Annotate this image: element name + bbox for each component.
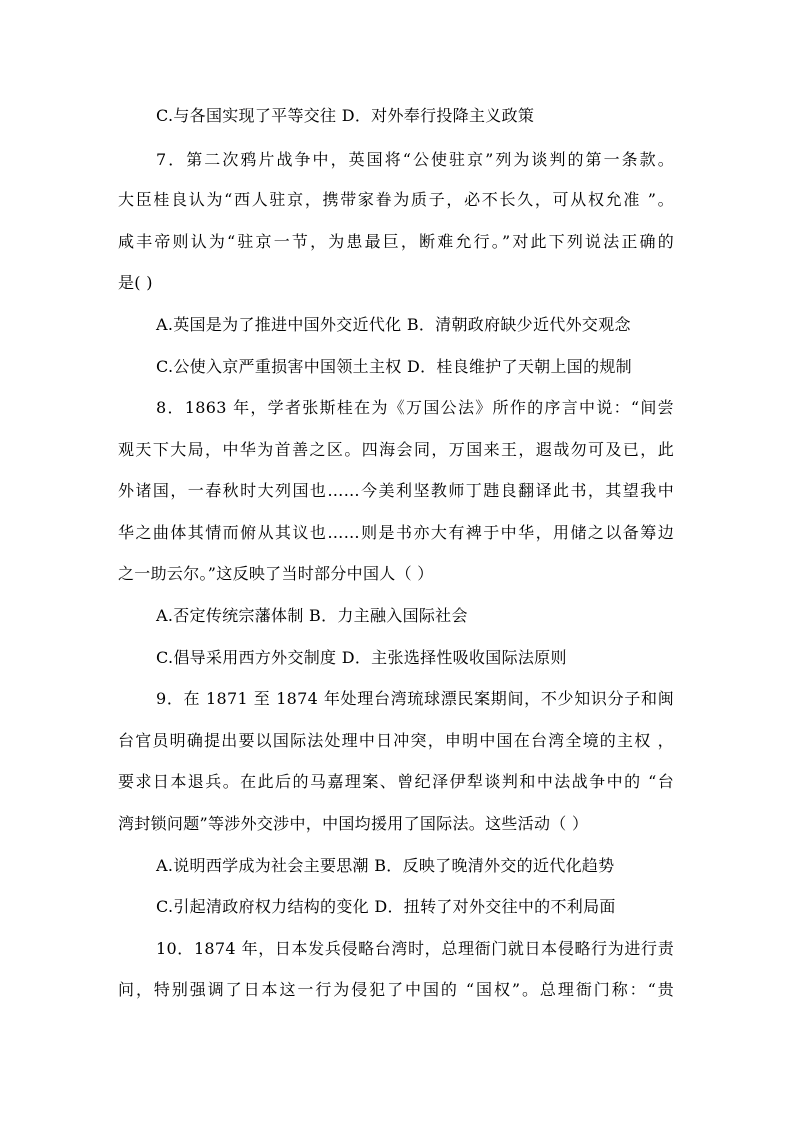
q9-stem-line-4: 湾封锁问题”等涉外交涉中，中国均援用了国际法。这些活动（ ） — [118, 814, 589, 833]
q7-stem-line-2: 大臣桂良认为“西人驻京，携带家眷为质子，必不长久，可从权允准 ”。 — [118, 190, 674, 209]
q8-options-cd: C.倡导采用西方外交制度 D．主张选择性吸收国际法原则 — [156, 648, 567, 667]
q7-stem-line-3: 咸丰帝则认为“驻京一节，为患最巨，断难允行。”对此下列说法正确的 — [118, 232, 674, 251]
q10-stem-line-1: 10．1874 年，日本发兵侵略台湾时，总理衙门就日本侵略行为进行责 — [156, 939, 674, 958]
q7-options-ab: A.英国是为了推进中国外交近代化 B．清朝政府缺少近代外交观念 — [156, 315, 631, 334]
q9-stem-line-1: 9．在 1871 至 1874 年处理台湾琉球漂民案期间，不少知识分子和闽 — [156, 689, 674, 708]
q8-options-ab: A.否定传统宗藩体制 B．力主融入国际社会 — [156, 606, 468, 625]
q7-stem-line-1: 7．第二次鸦片战争中，英国将“公使驻京”列为谈判的第一条款。 — [156, 150, 674, 169]
q7-options-cd: C.公使入京严重损害中国领土主权 D．桂良维护了天朝上国的规制 — [156, 357, 632, 376]
q9-stem-line-3: 要求日本退兵。在此后的马嘉理案、曾纪泽伊犁谈判和中法战争中的 “台 — [118, 772, 674, 791]
q8-stem-line-3: 外诸国，一春秋时大列国也……今美利坚教师丁韪良翻译此书，其望我中 — [118, 481, 674, 500]
q9-stem-line-2: 台官员明确提出要以国际法处理中日冲突，申明中国在台湾全境的主权 ， — [118, 731, 674, 750]
q6-options-cd: C.与各国实现了平等交往 D．对外奉行投降主义政策 — [156, 106, 535, 125]
q8-stem-line-5: 之一助云尔。”这反映了当时部分中国人（ ） — [118, 564, 434, 583]
q7-stem-line-4: 是( ) — [118, 273, 153, 292]
q9-options-ab: A.说明西学成为社会主要思潮 B．反映了晚清外交的近代化趋势 — [156, 856, 615, 875]
q8-stem-line-2: 观天下大局，中华为首善之区。四海会同，万国来王，遐哉勿可及已，此 — [118, 440, 674, 459]
q10-stem-line-2: 问，特别强调了日本这一行为侵犯了中国的 “国权”。总理衙门称：“贵 — [118, 980, 674, 999]
q8-stem-line-1: 8．1863 年，学者张斯桂在为《万国公法》所作的序言中说：“间尝 — [156, 398, 674, 417]
q9-options-cd: C.引起清政府权力结构的变化 D．扭转了对外交往中的不利局面 — [156, 897, 616, 916]
q8-stem-line-4: 华之曲体其情而俯从其议也……则是书亦大有裨于中华，用储之以备筹边 — [118, 523, 674, 542]
